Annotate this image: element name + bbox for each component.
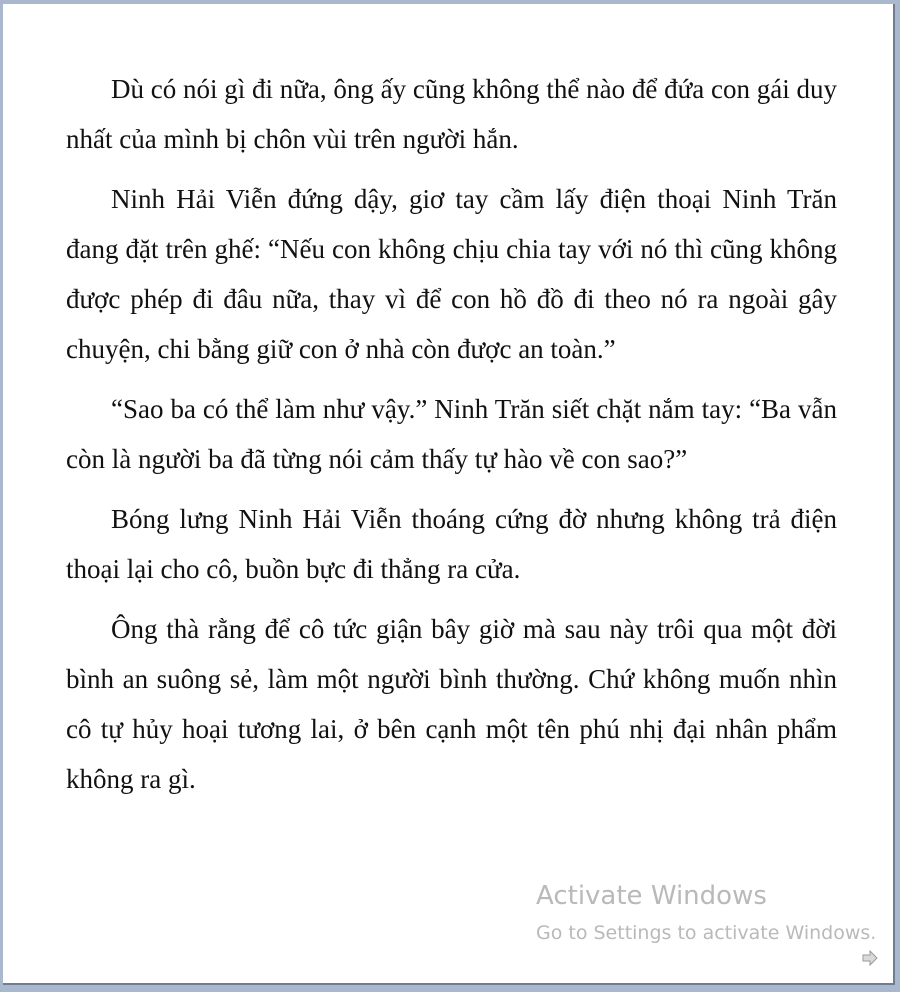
- paragraph-4: Bóng lưng Ninh Hải Viễn thoáng cứng đờ nhưng không trả điện thoại lại cho cô, buồn bực đi thẳng ra cửa.: [66, 504, 837, 584]
- activate-windows-watermark: [536, 876, 876, 950]
- document-page: [3, 4, 895, 985]
- paragraph-1: Dù có nói gì đi nữa, ông ấy cũng không thể nào để đứa con gái duy nhất của mình bị chôn vùi trên người hắn.: [66, 74, 837, 154]
- document-body: [66, 64, 837, 814]
- next-page-arrow-icon[interactable]: [861, 949, 879, 967]
- paragraph-2: Ninh Hải Viễn đứng dậy, giơ tay cầm lấy điện thoại Ninh Trăn đang đặt trên ghế: “Nếu con không chịu chia tay với nó thì cũng không được phép đi đâu nữa, thay vì để con hồ đồ đi theo nó ra ngoài gây chuyện, chi bằng giữ con ở nhà còn được an toàn.”: [66, 184, 837, 364]
- paragraph-5: Ông thà rằng để cô tức giận bây giờ mà sau này trôi qua một đời bình an suông sẻ, làm một người bình thường. Chứ không muốn nhìn cô tự hủy hoại tương lai, ở bên cạnh một tên phú nhị đại nhân phẩm không ra gì.: [66, 614, 837, 794]
- watermark-subtitle: Go to Settings to activate Windows.: [536, 922, 877, 944]
- watermark-title: Activate Windows: [536, 881, 767, 911]
- paragraph-3: “Sao ba có thể làm như vậy.” Ninh Trăn siết chặt nắm tay: “Ba vẫn còn là người ba đã từng nói cảm thấy tự hào về con sao?”: [66, 394, 837, 474]
